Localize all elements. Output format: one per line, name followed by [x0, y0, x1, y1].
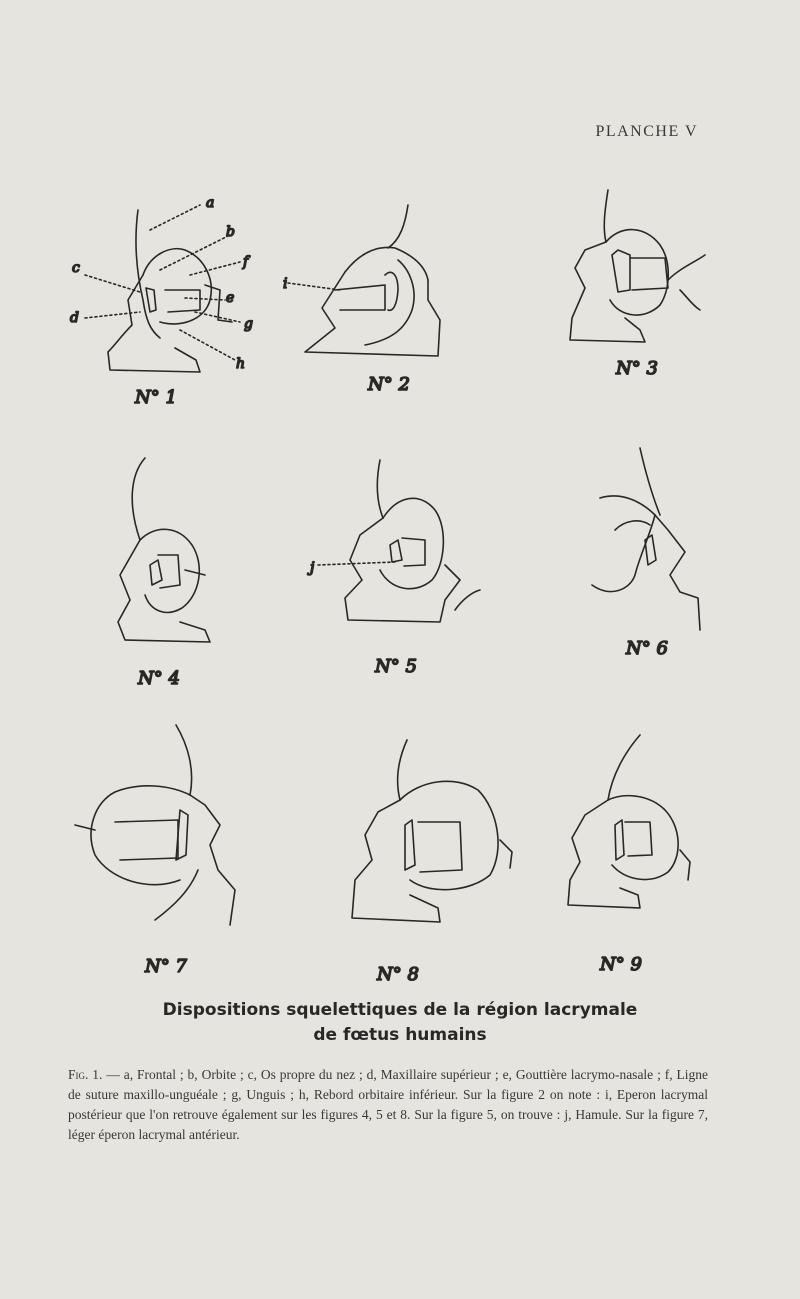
plate-title-line-1: Dispositions squelettiques de la région lacrymale — [162, 1000, 638, 1020]
caption-figure-number: Fig. 1. — [68, 1067, 103, 1082]
letter-j: j — [310, 560, 315, 576]
plate-title-line-2: de fœtus humains — [313, 1025, 487, 1045]
figure-7-drawing — [75, 725, 235, 925]
figure-9-label: N° 9 — [600, 954, 642, 975]
caption-text: — a, Frontal ; b, Orbite ; c, Os propre du nez ; d, Maxillaire supérieur ; e, Gouttière lacrymo-nasale ; f, Ligne de suture maxillo-unguéale ; g, Unguis ; h, Rebord orbitaire inférieur. Sur la figure 2 on note : i, Eperon lacrymal postérieur que l'on retrouve également sur les figures 4, 5 et 8. Sur la figure 5, on trouve : j, Hamule. Sur la figure 7, léger éperon lacrymal antérieur. — [68, 1067, 708, 1142]
figure-caption — [68, 1065, 708, 1145]
letter-c: c — [72, 260, 80, 276]
plate-label: PLANCHE V — [595, 123, 698, 140]
figure-9-drawing — [568, 735, 690, 908]
figure-6-label: N° 6 — [626, 638, 668, 659]
letter-h: h — [236, 356, 246, 372]
letter-d: d — [70, 310, 79, 326]
figure-4-label: N° 4 — [138, 668, 180, 689]
letter-e: e — [226, 290, 235, 306]
letter-g: g — [244, 316, 253, 332]
figure-7-label: N° 7 — [145, 956, 187, 977]
letter-a: a — [206, 195, 215, 211]
figure-3-label: N° 3 — [616, 358, 658, 379]
figure-2-drawing — [288, 205, 440, 356]
figure-1-drawing — [85, 205, 240, 372]
figure-3-drawing — [570, 190, 705, 342]
figure-6-drawing — [592, 448, 700, 630]
figure-8-drawing — [352, 740, 512, 922]
figure-2-label: N° 2 — [368, 374, 410, 395]
figure-4-drawing — [118, 458, 210, 642]
letter-f: f — [243, 254, 249, 270]
letter-b: b — [226, 224, 235, 240]
figure-8-label: N° 8 — [377, 964, 419, 985]
letter-i: i — [283, 276, 288, 292]
figure-1-label: N° 1 — [135, 387, 177, 408]
figure-5-label: N° 5 — [375, 656, 417, 677]
figure-5-drawing — [318, 460, 480, 622]
